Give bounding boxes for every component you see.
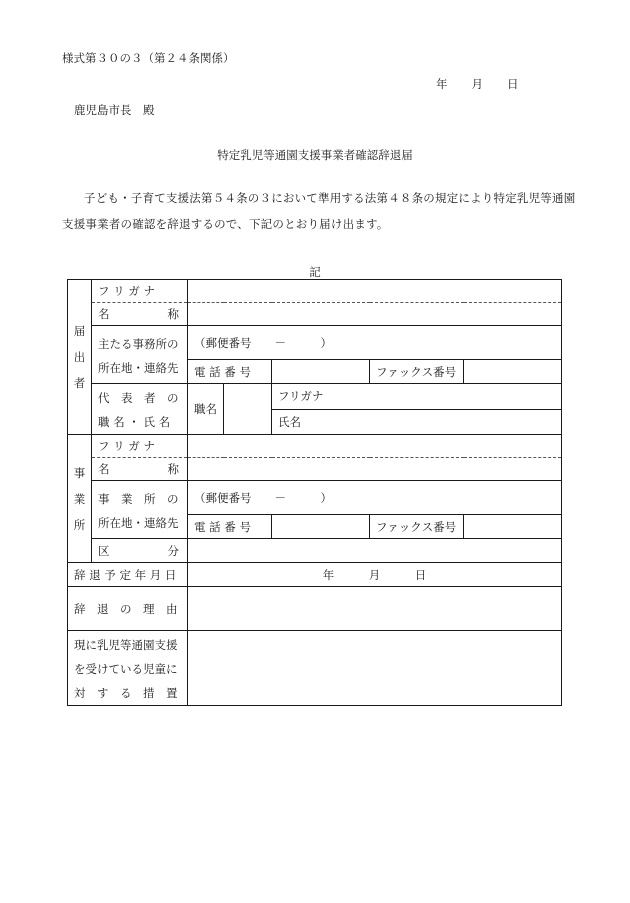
applicant-fax-label: ファックス番号 xyxy=(370,360,464,384)
withdrawal-date-field[interactable]: 年 月 日 xyxy=(188,563,562,587)
rep-name-field[interactable]: 氏名 xyxy=(272,409,562,435)
body-text: 子ども・子育て支援法第５４条の３において準用する法第４８条の規定により特定乳児等通園支援事業者の確認を辞退するので、下記のとおり届け出ます。 xyxy=(62,191,576,231)
addressee: 鹿児島市長 殿 xyxy=(74,103,155,117)
form-number: 様式第３０の３（第２４条関係） xyxy=(62,51,235,65)
business-postal-field[interactable]: （郵便番号 － ） xyxy=(188,481,562,515)
measures-field[interactable] xyxy=(188,631,562,706)
date-year-label: 年 xyxy=(436,77,448,91)
applicant-office-label: 主たる事務所の 所在地・連絡先 xyxy=(92,326,188,384)
business-category-field[interactable] xyxy=(188,539,562,563)
applicant-phone-label: 電 話 番 号 xyxy=(188,360,272,384)
date-day-label: 日 xyxy=(507,77,519,91)
applicant-phone-field[interactable] xyxy=(272,360,370,384)
measures-label: 現に乳児等通園支援 を受けている児童に 対 す る 措 置 xyxy=(68,631,188,706)
withdrawal-form-table xyxy=(67,279,562,706)
business-name-label: 名 称 xyxy=(92,458,188,481)
withdrawal-reason-label: 辞 退 の 理 由 xyxy=(68,587,188,631)
business-name-field[interactable] xyxy=(188,458,562,481)
position-field[interactable] xyxy=(224,384,272,435)
applicant-furigana-label: フ リ ガ ナ xyxy=(92,280,188,303)
business-furigana-label: フ リ ガ ナ xyxy=(92,435,188,458)
representative-label: 代 表 者 の 職 名 ・ 氏 名 xyxy=(92,384,188,435)
business-phone-field[interactable] xyxy=(272,515,370,539)
applicant-name-label: 名 称 xyxy=(92,303,188,326)
business-office-label: 事 業 所 の 所在地・連絡先 xyxy=(92,481,188,539)
applicant-postal-field[interactable]: （郵便番号 － ） xyxy=(188,326,562,360)
document-title: 特定乳児等通園支援事業者確認辞退届 xyxy=(217,148,413,162)
business-phone-label: 電 話 番 号 xyxy=(188,515,272,539)
applicant-name-field[interactable] xyxy=(188,303,562,326)
withdrawal-reason-field[interactable] xyxy=(188,587,562,631)
rep-furigana-field[interactable]: フリガナ xyxy=(272,384,562,410)
applicant-fax-field[interactable] xyxy=(464,360,562,384)
ki-heading: 記 xyxy=(309,265,321,279)
date-line xyxy=(436,76,519,92)
business-category-label: 区 分 xyxy=(92,539,188,563)
business-furigana-field[interactable] xyxy=(188,435,562,458)
business-fax-field[interactable] xyxy=(464,515,562,539)
date-month-label: 月 xyxy=(471,77,483,91)
business-group-label: 事 業 所 xyxy=(68,435,92,563)
applicant-furigana-field[interactable] xyxy=(188,280,562,303)
business-fax-label: ファックス番号 xyxy=(370,515,464,539)
position-label: 職名 xyxy=(188,384,224,435)
withdrawal-date-label: 辞 退 予 定 年 月 日 xyxy=(68,563,188,587)
applicant-group-label: 届 出 者 xyxy=(68,280,92,435)
